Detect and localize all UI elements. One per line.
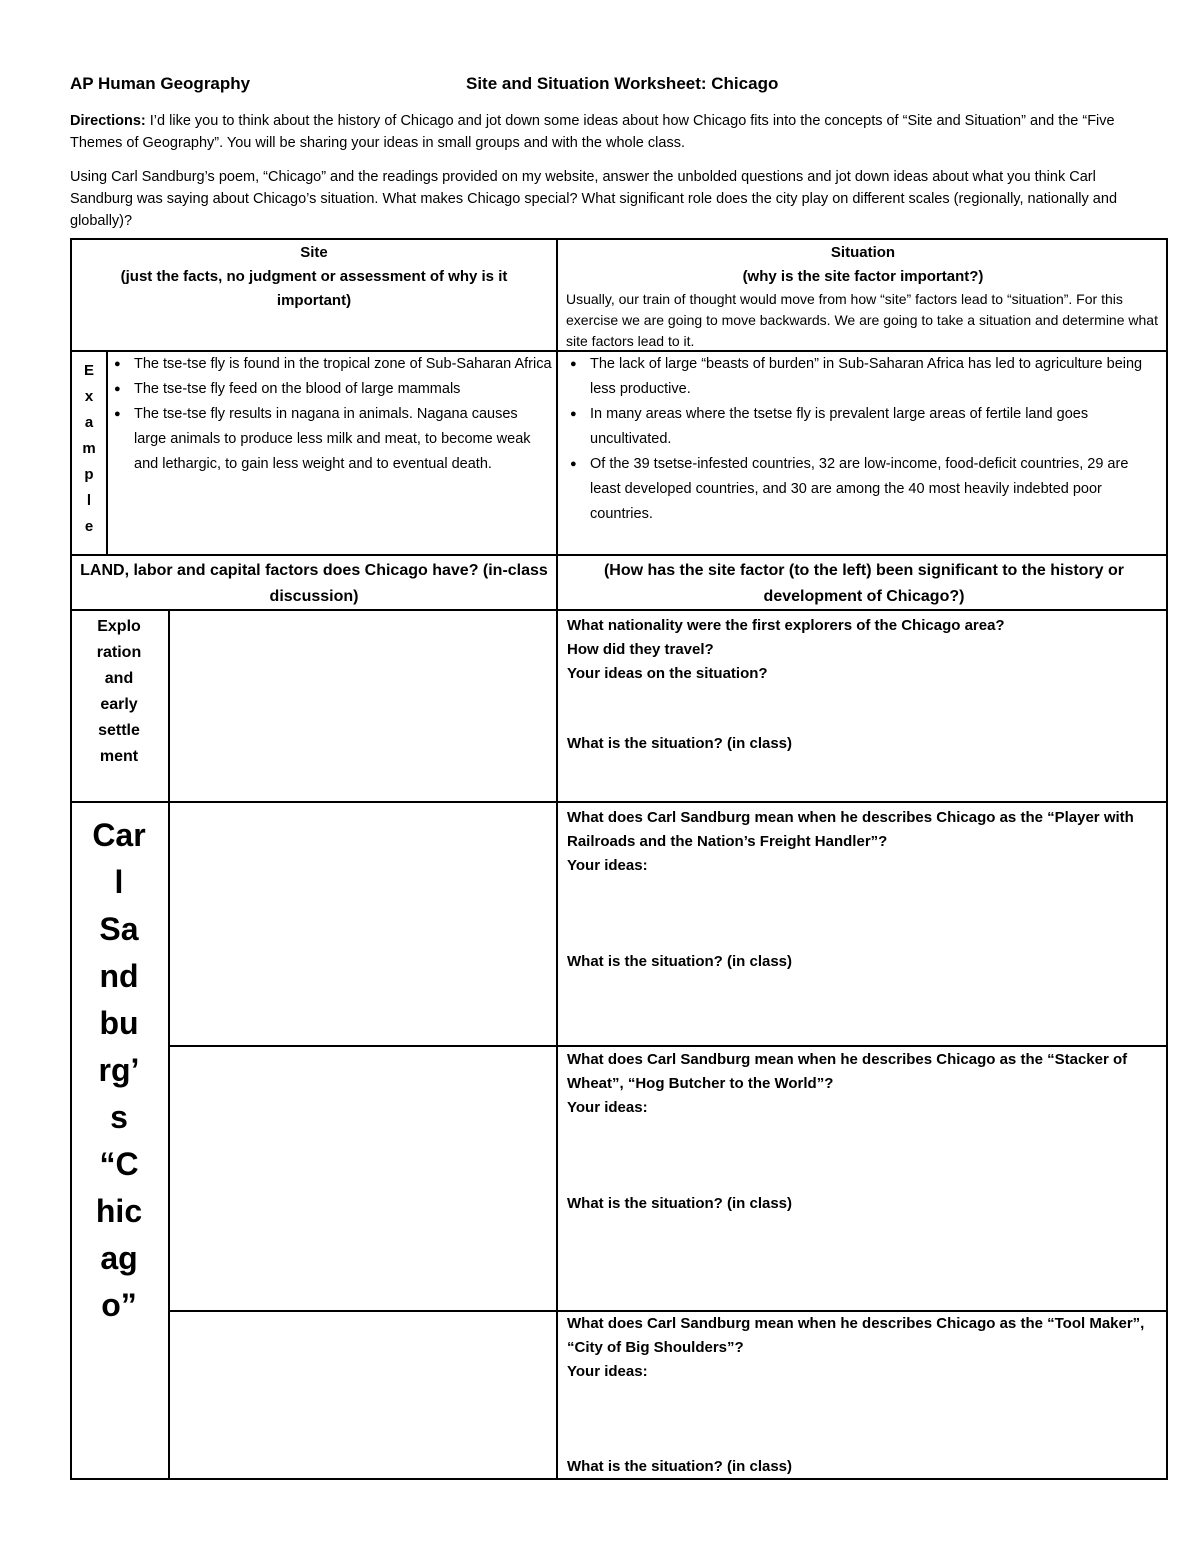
list-item: ● The lack of large “beasts of burden” in Sub-Saharan Africa has led to agriculture being less productive. <box>566 352 1160 402</box>
example-label-divider <box>106 350 108 554</box>
significance-header: (How has the site factor (to the left) been significant to the history or development of Chicago?) <box>603 562 1125 605</box>
wheat-ideas: Your ideas: <box>567 1099 648 1116</box>
table-border-top <box>70 238 1168 240</box>
instructions-paragraph: Using Carl Sandburg’s poem, “Chicago” and the readings provided on my website, answer the unbolded questions and jot down ideas about what you think Carl Sandburg was saying about Chicago’s situation. What makes Chicago special? What significant role does the city play on different scales (regionally, nationally and globally)? <box>70 169 1118 229</box>
label-line: ration <box>96 644 142 661</box>
railroads-situation: What is the situation? (in class) <box>567 953 793 970</box>
label-line: Sa <box>99 911 139 947</box>
directions-label: Directions: <box>70 113 146 129</box>
list-item: ● Of the 39 tsetse-infested countries, 32 are low-income, food-deficit countries, 29 are least developed countries, and 30 are among the 40 most heavily indebted poor countries. <box>566 452 1160 527</box>
label-line: ment <box>99 748 139 765</box>
exploration-site-answer[interactable] <box>170 611 554 799</box>
exploration-q4: What is the situation? (in class) <box>567 735 793 752</box>
site-header <box>74 241 554 313</box>
wheat-situation: What is the situation? (in class) <box>567 1195 793 1212</box>
label-line: o” <box>101 1287 137 1323</box>
exploration-q3: Your ideas on the situation? <box>567 665 768 682</box>
example-letter: m <box>82 440 96 457</box>
list-item: ● In many areas where the tsetse fly is prevalent large areas of fertile land goes uncultivated. <box>566 402 1160 452</box>
label-line: and <box>104 670 134 687</box>
label-line: Explo <box>97 618 141 635</box>
toolmaker-question-block <box>567 1312 1159 1384</box>
example-letter: E <box>83 362 94 379</box>
label-line: “C <box>99 1146 139 1182</box>
wheat-question-block <box>567 1048 1159 1120</box>
railroads-site-answer[interactable] <box>170 803 554 1043</box>
land-header: LAND, labor and capital factors does Chicago have? (in-class discussion) <box>80 562 548 605</box>
railroads-ideas: Your ideas: <box>567 857 648 874</box>
column-divider <box>556 238 558 1480</box>
list-item: ● The tse-tse fly feed on the blood of large mammals <box>110 377 552 402</box>
example-letter: p <box>84 466 94 483</box>
example-site-list <box>110 352 552 477</box>
label-line: s <box>110 1099 128 1135</box>
situation-header-note: Usually, our train of thought would move from how “site” factors lead to “situation”. For this exercise we are going to move backwards. We are going to take a situation and determine what site factors lead to it. <box>566 291 1158 349</box>
directions-text: I’d like you to think about the history of Chicago and jot down some ideas about how Chicago fits into the concepts of “Site and Situation” and the “Five Themes of Geography”. You will be sharing your ideas in small groups and with the whole class. <box>70 113 1115 151</box>
directions-paragraph <box>70 110 1130 154</box>
label-line: bu <box>99 1005 139 1041</box>
label-line: Car <box>92 817 146 853</box>
railroads-question: What does Carl Sandburg mean when he describes Chicago as the “Player with Railroads and the Nation’s Freight Handler”? <box>567 809 1134 850</box>
situation-header-subtitle: (why is the site factor important?) <box>742 268 984 285</box>
label-line: rg’ <box>98 1052 140 1088</box>
situation-header <box>566 241 1160 352</box>
exploration-q1: What nationality were the first explorers of the Chicago area? <box>567 617 1005 634</box>
label-line: l <box>114 864 124 900</box>
railroads-question-block <box>567 806 1159 878</box>
label-line: settle <box>98 722 140 739</box>
toolmaker-situation: What is the situation? (in class) <box>567 1458 793 1475</box>
wheat-question: What does Carl Sandburg mean when he describes Chicago as the “Stacker of Wheat”, “Hog Butcher to the World”? <box>567 1051 1128 1092</box>
site-header-title: Site <box>300 244 328 261</box>
wheat-site-answer[interactable] <box>170 1047 554 1308</box>
label-line: ag <box>100 1240 138 1276</box>
example-letter: x <box>84 388 94 405</box>
situation-header-title: Situation <box>830 244 896 261</box>
example-letter: l <box>86 492 92 509</box>
course-title: AP Human Geography <box>70 74 251 93</box>
label-line: early <box>100 696 138 713</box>
toolmaker-site-answer[interactable] <box>170 1312 554 1476</box>
label-line: nd <box>99 958 139 994</box>
example-letter: e <box>84 518 94 535</box>
list-item: ● The tse-tse fly is found in the tropical zone of Sub-Saharan Africa <box>110 352 552 377</box>
exploration-questions <box>567 614 1159 686</box>
site-header-subtitle: (just the facts, no judgment or assessment of why is it important) <box>120 268 508 309</box>
list-item: ● The tse-tse fly results in nagana in animals. Nagana causes large animals to produce less milk and meat, to become weak and lethargic, to gain less weight and to eventual death. <box>110 402 552 477</box>
table-border-right <box>1166 238 1168 1480</box>
exploration-label <box>72 614 166 770</box>
example-situation-list <box>566 352 1160 527</box>
example-letter: a <box>84 414 94 431</box>
exploration-q2: How did they travel? <box>567 641 714 658</box>
label-line: hic <box>95 1193 143 1229</box>
sandburg-label <box>72 812 166 1329</box>
row-divider <box>70 554 1168 556</box>
toolmaker-ideas: Your ideas: <box>567 1363 648 1380</box>
toolmaker-question: What does Carl Sandburg mean when he describes Chicago as the “Tool Maker”, “City of Big Shoulders”? <box>567 1315 1145 1356</box>
worksheet-title: Site and Situation Worksheet: Chicago <box>466 74 779 93</box>
example-label <box>74 358 104 540</box>
worksheet-table <box>70 238 1168 1480</box>
